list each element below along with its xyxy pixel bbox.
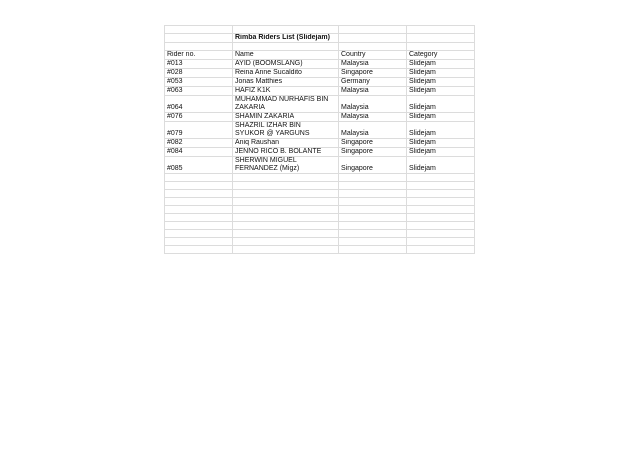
table-body [165, 26, 475, 254]
name-cell[interactable] [233, 69, 339, 78]
name-cell[interactable] [233, 96, 339, 113]
empty-cell[interactable] [407, 43, 475, 51]
rider-no-cell[interactable]: #079 [165, 122, 233, 139]
category-cell[interactable]: Slidejam [407, 113, 475, 122]
rider-no-cell[interactable]: #063 [165, 87, 233, 96]
name-line-2: Aniq Raushan [235, 139, 279, 146]
empty-cell[interactable] [165, 182, 233, 190]
empty-row [165, 174, 475, 182]
empty-cell[interactable] [339, 182, 407, 190]
empty-row [165, 238, 475, 246]
name-line-1: SHERWIN MIGUEL [235, 157, 297, 164]
table-row [165, 60, 475, 69]
empty-cell[interactable] [165, 174, 233, 182]
empty-cell[interactable] [165, 238, 233, 246]
rider-no-cell[interactable]: #013 [165, 60, 233, 69]
name-line-2: ZAKARIA [235, 104, 265, 111]
rider-no-cell[interactable]: #085 [165, 157, 233, 174]
empty-cell[interactable] [339, 206, 407, 214]
empty-cell[interactable] [233, 190, 339, 198]
name-cell[interactable] [233, 139, 339, 148]
category-cell[interactable]: Slidejam [407, 96, 475, 113]
empty-row [165, 222, 475, 230]
empty-cell[interactable] [165, 206, 233, 214]
empty-cell[interactable] [339, 214, 407, 222]
country-cell[interactable]: Singapore [339, 69, 407, 78]
empty-cell[interactable] [233, 198, 339, 206]
table-row [165, 78, 475, 87]
empty-cell[interactable] [233, 214, 339, 222]
name-cell[interactable] [233, 113, 339, 122]
name-line-2: SHAMIN ZAKARIA [235, 113, 295, 120]
empty-cell[interactable] [233, 222, 339, 230]
rider-no-cell[interactable]: #053 [165, 78, 233, 87]
name-cell[interactable] [233, 60, 339, 69]
name-cell[interactable] [233, 122, 339, 139]
name-cell[interactable] [233, 78, 339, 87]
empty-cell[interactable] [233, 174, 339, 182]
country-cell[interactable]: Germany [339, 78, 407, 87]
country-cell[interactable]: Malaysia [339, 96, 407, 113]
empty-cell[interactable] [165, 34, 233, 43]
empty-cell[interactable] [233, 206, 339, 214]
empty-row [165, 190, 475, 198]
name-cell[interactable] [233, 87, 339, 96]
empty-row [165, 198, 475, 206]
empty-row [165, 214, 475, 222]
name-line-2: Reina Anne Sucaldito [235, 69, 302, 76]
sheet-title[interactable]: Rimba Riders List (Slidejam) [233, 34, 339, 43]
empty-cell[interactable] [339, 222, 407, 230]
empty-cell[interactable] [233, 230, 339, 238]
empty-cell[interactable] [339, 198, 407, 206]
empty-cell[interactable] [407, 230, 475, 238]
empty-row [165, 182, 475, 190]
category-cell[interactable]: Slidejam [407, 69, 475, 78]
empty-cell[interactable] [165, 214, 233, 222]
empty-row [165, 246, 475, 254]
empty-cell[interactable] [407, 238, 475, 246]
table-row [165, 157, 475, 174]
empty-cell[interactable] [339, 190, 407, 198]
empty-cell[interactable] [339, 43, 407, 51]
empty-cell[interactable] [339, 34, 407, 43]
empty-cell[interactable] [165, 222, 233, 230]
rider-list-table [164, 25, 475, 254]
table-row [165, 96, 475, 113]
category-cell[interactable]: Slidejam [407, 87, 475, 96]
name-line-2: FERNANDEZ (Migz) [235, 165, 300, 172]
empty-cell[interactable] [233, 182, 339, 190]
empty-cell[interactable] [407, 26, 475, 34]
empty-cell[interactable] [407, 174, 475, 182]
empty-cell[interactable] [407, 34, 475, 43]
header-row [165, 51, 475, 60]
rider-no-cell[interactable]: #084 [165, 148, 233, 157]
rider-no-cell[interactable]: #076 [165, 113, 233, 122]
country-cell[interactable]: Malaysia [339, 122, 407, 139]
name-line-2: Jonas Matthies [235, 78, 283, 85]
category-cell[interactable]: Slidejam [407, 157, 475, 174]
empty-cell[interactable] [165, 43, 233, 51]
empty-row [165, 230, 475, 238]
category-cell[interactable]: Slidejam [407, 139, 475, 148]
category-cell[interactable]: Slidejam [407, 122, 475, 139]
empty-cell[interactable] [407, 198, 475, 206]
empty-cell[interactable] [165, 190, 233, 198]
name-cell[interactable] [233, 148, 339, 157]
country-cell[interactable]: Malaysia [339, 113, 407, 122]
name-line-2: SYUKOR @ YARGUNS [235, 130, 310, 137]
country-cell[interactable]: Singapore [339, 139, 407, 148]
empty-cell[interactable] [233, 238, 339, 246]
country-cell[interactable]: Malaysia [339, 87, 407, 96]
blank-row [165, 26, 475, 34]
name-line-1: MUHAMMAD NURHAFIS BIN [235, 96, 329, 103]
table-row [165, 113, 475, 122]
category-cell[interactable]: Slidejam [407, 60, 475, 69]
header-category[interactable]: Category [407, 51, 475, 60]
name-line-1: SHAZRIL IZHAR BIN [235, 122, 301, 129]
table-row [165, 139, 475, 148]
table-row [165, 122, 475, 139]
country-cell[interactable]: Singapore [339, 148, 407, 157]
empty-cell[interactable] [407, 190, 475, 198]
country-cell[interactable]: Malaysia [339, 60, 407, 69]
category-cell[interactable]: Slidejam [407, 78, 475, 87]
header-country[interactable]: Country [339, 51, 407, 60]
empty-cell[interactable] [407, 206, 475, 214]
rider-no-cell[interactable]: #082 [165, 139, 233, 148]
empty-cell[interactable] [233, 43, 339, 51]
empty-cell[interactable] [233, 246, 339, 254]
empty-cell[interactable] [339, 26, 407, 34]
name-cell[interactable] [233, 157, 339, 174]
header-name[interactable]: Name [233, 51, 339, 60]
empty-cell[interactable] [407, 222, 475, 230]
name-line-2: HAFIZ K1K [235, 87, 271, 94]
table-row [165, 87, 475, 96]
table-row [165, 69, 475, 78]
empty-row [165, 206, 475, 214]
country-cell[interactable]: Singapore [339, 157, 407, 174]
header-rider-no[interactable]: Rider no. [165, 51, 233, 60]
empty-cell[interactable] [339, 230, 407, 238]
empty-cell[interactable] [165, 230, 233, 238]
empty-cell[interactable] [407, 182, 475, 190]
rider-no-cell[interactable]: #064 [165, 96, 233, 113]
empty-cell[interactable] [339, 246, 407, 254]
table-row [165, 148, 475, 157]
rider-no-cell[interactable]: #028 [165, 69, 233, 78]
empty-cell[interactable] [233, 26, 339, 34]
empty-cell[interactable] [339, 174, 407, 182]
empty-cell[interactable] [339, 238, 407, 246]
empty-cell[interactable] [165, 198, 233, 206]
empty-cell[interactable] [407, 246, 475, 254]
title-row [165, 34, 475, 43]
blank-row [165, 43, 475, 51]
name-line-2: AYID (BOOMSLANG) [235, 60, 303, 67]
empty-cell[interactable] [407, 214, 475, 222]
empty-cell[interactable] [165, 26, 233, 34]
category-cell[interactable]: Slidejam [407, 148, 475, 157]
name-line-2: JENNO RICO B. BOLANTE [235, 148, 322, 155]
empty-cell[interactable] [165, 246, 233, 254]
